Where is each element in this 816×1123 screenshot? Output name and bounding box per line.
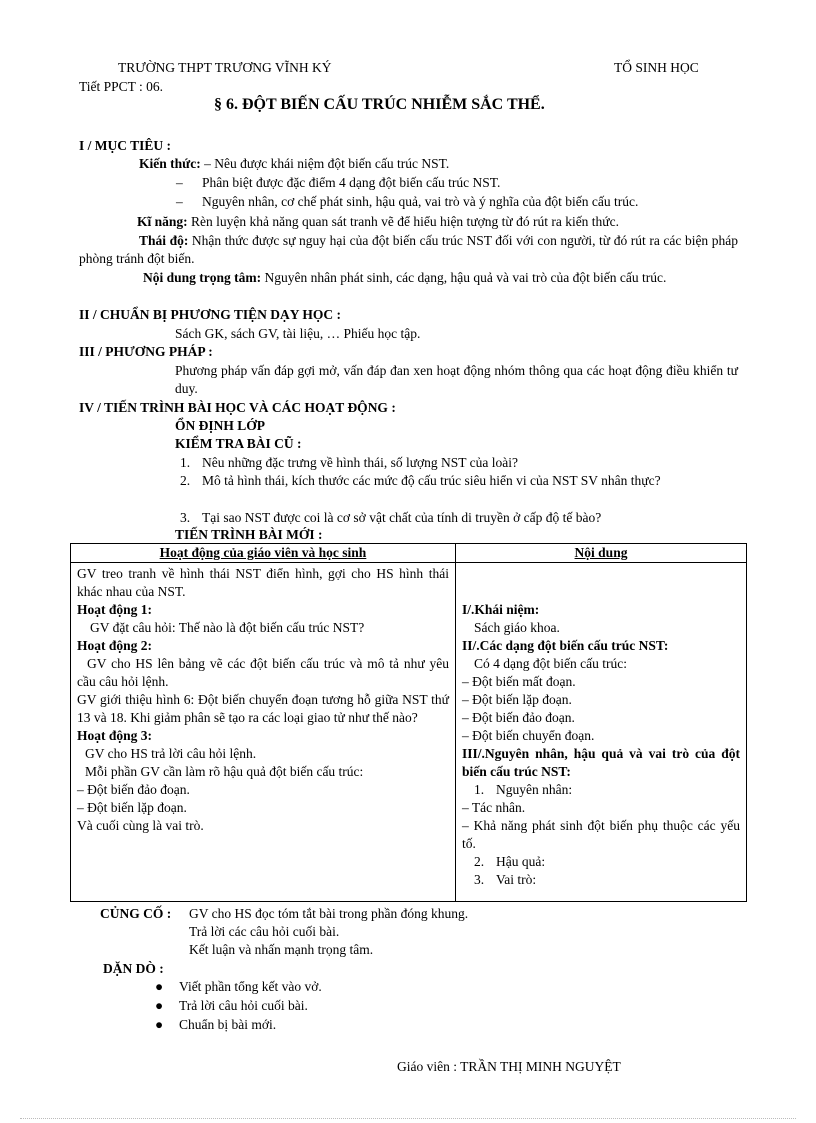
knowledge-item-3: – Nguyên nhân, cơ chế phát sinh, hậu quả, vai trò và ý nghĩa của đột biến cấu trúc. [176,194,639,209]
content-2-item-1: – Đột biến mất đoạn. [462,674,576,689]
content-column-header: Nội dung [456,544,747,563]
activity-2-label: Hoạt động 2: [77,638,153,653]
department-name: TỔ SINH HỌC [614,60,699,75]
focus-text: Nguyên nhân phát sinh, các dạng, hậu quả và vai trò của đột biến cấu trúc. [264,270,667,285]
activity-3-item-1: – Đột biến đảo đoạn. [77,782,190,797]
bullet-icon: ● [155,1017,164,1032]
knowledge-item-1: – Nêu được khái niệm đột biến cấu trúc NST. [204,156,450,171]
new-lesson-heading: TIẾN TRÌNH BÀI MỚI : [175,527,323,542]
activity-3-text-1: GV cho HS trả lời câu hỏi lệnh. [85,746,257,761]
methods-heading: III / PHƯƠNG PHÁP : [79,344,213,359]
activities-column-header: Hoạt động của giáo viên và học sinh [71,544,456,563]
skill-text: Rèn luyện khả năng quan sát tranh vẽ để hiểu hiện tượng từ đó rút ra kiến thức. [191,214,619,229]
content-cell [456,563,747,902]
content-2-item-2: – Đột biến lặp đoạn. [462,692,572,707]
content-3-title: III/.Nguyên nhân, hậu quả và vai trò của đột biến cấu trúc NST: [462,746,740,779]
focus-label: Nội dung trọng tâm: [143,270,262,285]
attitude-row [79,232,738,268]
content-3-sub-2: – Khả năng phát sinh đột biến phụ thuộc các yếu tố. [462,818,740,851]
attitude-text: Nhận thức được sự nguy hại của đột biến cấu trúc NST đối với con người, từ đó rút ra các biện pháp phòng tránh đột biến. [79,233,738,266]
content-2-item-3: – Đột biến đảo đoạn. [462,710,575,725]
bullet-icon: ● [155,998,164,1013]
activity-2-text-1: GV cho HS lên bảng vẽ các đột biến cấu trúc và mô tả như yêu cầu câu hỏi lệnh. [77,656,449,689]
review-item-3: 3. Tại sao NST được coi là cơ sở vật chất của tính di truyền ở cấp độ tế bào? [180,510,602,525]
materials-heading: II / CHUẨN BỊ PHƯƠNG TIỆN DẠY HỌC : [79,307,342,322]
homework-label: DẶN DÒ : [103,961,164,976]
consolidation-line-2: Trả lời các câu hỏi cuối bài. [189,924,340,939]
focus-row [125,269,738,287]
content-2-text: Có 4 dạng đột biến cấu trúc: [474,656,627,671]
intro-text: GV treo tranh về hình thái NST điển hình, gợi cho HS hình thái khác nhau của NST. [77,566,449,599]
table-header-row [71,544,747,563]
process-heading: IV / TIẾN TRÌNH BÀI HỌC VÀ CÁC HOẠT ĐỘNG : [79,400,396,415]
objectives-heading: I / MỤC TIÊU : [79,138,172,153]
content-1-title: I/.Khái niệm: [462,602,540,617]
knowledge-row [139,155,449,173]
activity-3-item-2: – Đột biến lặp đoạn. [77,800,187,815]
teacher-signature: Giáo viên : TRẦN THỊ MINH NGUYỆT [397,1059,621,1074]
knowledge-label: Kiến thức: [139,156,201,171]
activity-3-text-2: Mỗi phần GV cần làm rõ hậu quả đột biến cấu trúc: [85,764,364,779]
table-row [71,563,747,902]
school-name: TRƯỜNG THPT TRƯƠNG VĨNH KÝ [118,60,332,75]
content-1-text: Sách giáo khoa. [474,620,560,635]
materials-text: Sách GK, sách GV, tài liệu, … Phiếu học tập. [175,326,421,341]
page-divider [20,1118,796,1119]
homework-item-3: ● Chuẩn bị bài mới. [155,1017,277,1032]
activity-1-text: GV đặt câu hỏi: Thế nào là đột biến cấu trúc NST? [90,620,365,635]
activity-3-end: Và cuối cùng là vai trò. [77,818,204,833]
content-2-title: II/.Các dạng đột biến cấu trúc NST: [462,638,669,653]
review-item-2: 2. Mô tả hình thái, kích thước các mức độ cấu trúc siêu hiển vi của NST SV nhân thực? [180,473,661,488]
content-3-item-3: 3. Vai trò: [474,872,537,887]
lesson-table [70,543,747,902]
consolidation-line-1: GV cho HS đọc tóm tắt bài trong phần đóng khung. [189,906,469,921]
content-3-item-2: 2. Hậu quả: [474,854,546,869]
consolidation-label: CỦNG CỐ : [100,906,172,921]
skill-label: Kĩ năng: [137,214,188,229]
skill-row [137,213,619,231]
homework-item-2: ● Trả lời câu hỏi cuối bài. [155,998,308,1013]
attitude-label: Thái độ: [139,233,189,248]
stabilize-heading: ỔN ĐỊNH LỚP [175,418,266,433]
homework-item-1: ● Viết phần tổng kết vào vở. [155,979,322,994]
review-item-1: 1. Nêu những đặc trưng về hình thái, số lượng NST của loài? [180,455,519,470]
activities-cell [71,563,456,902]
consolidation-line-3: Kết luận và nhấn mạnh trọng tâm. [189,942,374,957]
activity-2-text-2: GV giới thiệu hình 6: Đột biến chuyển đoạn tương hỗ giữa NST thứ 13 và 18. Khi giảm phân sẽ tạo ra các loại giao tử như thế nào? [77,692,449,725]
content-3-item-1: 1. Nguyên nhân: [474,782,573,797]
review-heading: KIỂM TRA BÀI CŨ : [175,436,302,451]
bullet-icon: ● [155,979,164,994]
content-3-sub-1: – Tác nhân. [462,800,526,815]
knowledge-item-2: – Phân biệt được đặc điểm 4 dạng đột biến cấu trúc NST. [176,175,501,190]
methods-text: Phương pháp vấn đáp gợi mở, vấn đáp đan xen hoạt động nhóm thông qua các hoạt động điều khiển tư duy. [175,363,738,396]
period-label: Tiết PPCT : 06. [79,79,164,94]
activity-1-label: Hoạt động 1: [77,602,153,617]
activity-3-label: Hoạt động 3: [77,728,153,743]
content-2-item-4: – Đột biến chuyển đoạn. [462,728,595,743]
page-title: § 6. ĐỘT BIẾN CẤU TRÚC NHIỄM SẮC THỂ. [214,96,545,113]
